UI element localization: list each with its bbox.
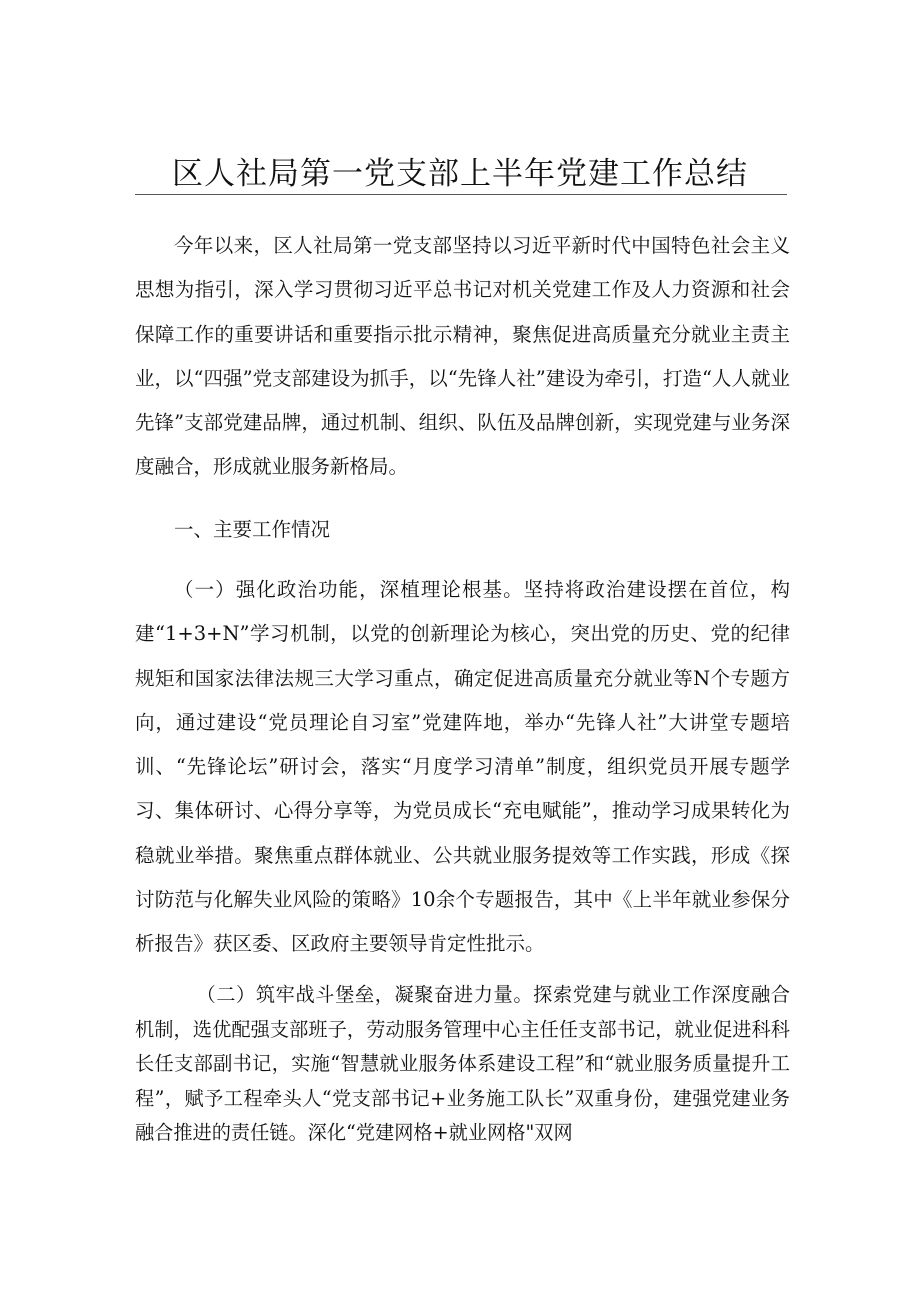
paragraph-fighting-fortress: （二）筑牢战斗堡垒，凝聚奋进力量。探索党建与就业工作深度融合机制，选优配强支部班子，劳动服务管理中心主任任支部书记，就业促进科科长任支部副书记，实施“智慧就业服务体系建设工程”和“就业服务质量提升工程”，赋予工程牵头人“党支部书记+业务施工队长”双重身份，建强党建业务融合推进的责任链。深化“党建网格+就业网格"双网 [135, 983, 790, 1144]
section-heading-main-work: 一、主要工作情况 [174, 518, 331, 541]
title-underline [135, 194, 787, 195]
paragraph-political-function: （一）强化政治功能，深植理论根基。坚持将政治建设摆在首位，构建“1+3+N”学习机制，以党的创新理论为核心，突出党的历史、党的纪律规矩和国家法律法规三大学习重点，确定促进高质量充分就业等N个专题方向，通过建设“党员理论自习室”党建阵地，举办“先锋人社”大讲堂专题培训、“先锋论坛”研讨会，落实“月度学习清单”制度，组织党员开展专题学习、集体研讨、心得分享等，为党员成长“充电赋能”，推动学习成果转化为稳就业举措。聚焦重点群体就业、公共就业服务提效等工作实践，形成《探讨防范与化解失业风险的策略》10余个专题报告，其中《上半年就业参保分析报告》获区委、区政府主要领导肯定性批示。 [135, 578, 790, 956]
paragraph-intro: 今年以来，区人社局第一党支部坚持以习近平新时代中国特色社会主义思想为指引，深入学习贯彻习近平总书记对机关党建工作及人力资源和社会保障工作的重要讲话和重要指示批示精神，聚焦促进高质量充分就业主责主业，以“四强”党支部建设为抓手，以“先锋人社”建设为牵引，打造“人人就业先锋”支部党建品牌，通过机制、组织、队伍及品牌创新，实现党建与业务深度融合，形成就业服务新格局。 [135, 234, 790, 479]
document-title: 区人社局第一党支部上半年党建工作总结 [172, 156, 748, 192]
